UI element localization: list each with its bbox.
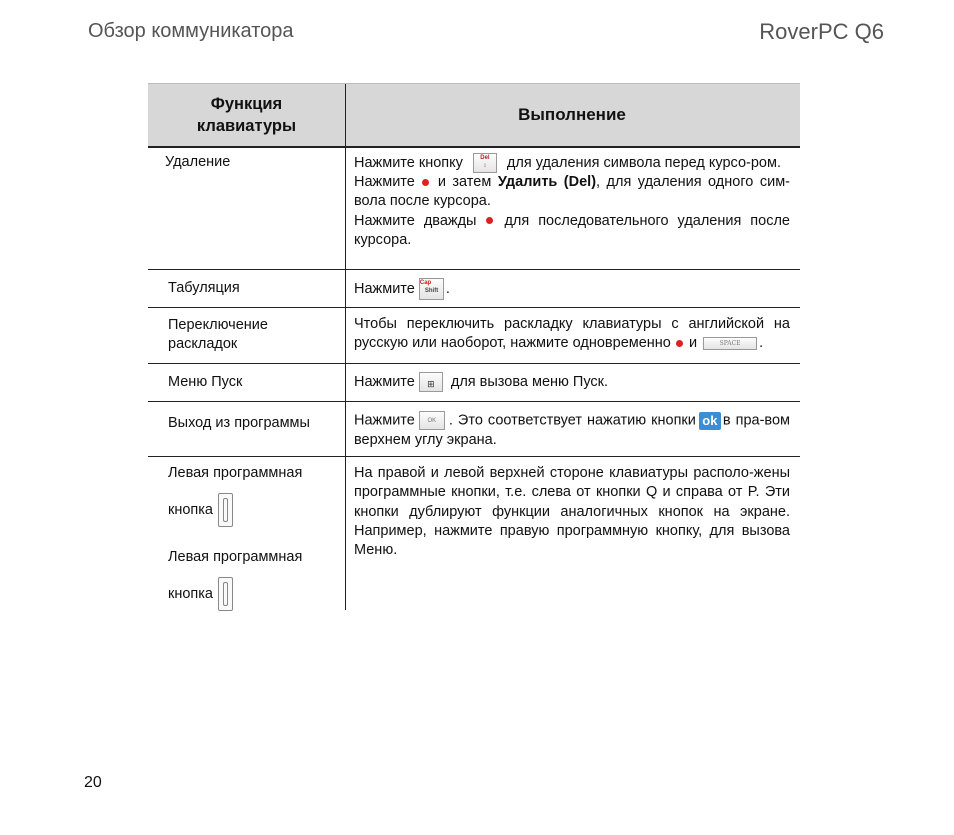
- row-function: Табуляция: [148, 270, 346, 307]
- header-function: Функция клавиатуры: [148, 84, 346, 146]
- red-dot-icon: [486, 217, 493, 224]
- cap-shift-key-icon: Cap Shift: [419, 278, 444, 300]
- table-row: [148, 308, 800, 364]
- keyboard-functions-table: [148, 83, 800, 610]
- table-row: [148, 457, 800, 610]
- table-row: [148, 148, 800, 270]
- header-execution: Выполнение: [518, 105, 626, 125]
- table-row: [148, 270, 800, 308]
- ok-key-icon: OK: [419, 411, 445, 430]
- table-row: [148, 402, 800, 457]
- table-row: [148, 364, 800, 402]
- row-execution: Чтобы переключить раскладку клавиатуры с английской на русскую или наоборот, нажмите одновременно и SPACE .: [354, 316, 790, 352]
- row-execution: На правой и левой верхней стороне клавиатуры располо-жены программные кнопки, т.е. слева от кнопки Q и справа от P. Эти кнопки дублируют функции аналогичных кнопок на экране. Например, нажмите правую программную кнопку, для вызова Меню.: [354, 465, 790, 559]
- row-execution: Нажмите OK . Это соответствует нажатию кнопки ok в пра-вом верхнем углу экрана.: [354, 412, 790, 448]
- ok-button-icon: ok: [699, 412, 721, 430]
- row-function: Меню Пуск: [148, 364, 346, 401]
- del-key-icon: Del ↕: [473, 153, 497, 173]
- row-execution: Нажмите кнопку Del ↕ для удаления символа перед курсо-ром. Нажмите и затем Удалить (Del), для удаления одного сим-вола после курсора. Нажмите дважды для последовательного удаления после курсора.: [354, 154, 790, 249]
- row-function: Переключение раскладок: [148, 308, 346, 363]
- row-function: Удаление: [148, 148, 346, 269]
- row-function: Выход из программы: [148, 402, 346, 456]
- device-name: RoverPC Q6: [759, 19, 884, 44]
- windows-key-icon: ⊞: [419, 372, 443, 392]
- table-header-row: [148, 83, 800, 148]
- left-soft-key-icon: [218, 493, 233, 527]
- red-dot-icon: [422, 179, 429, 186]
- space-key-icon: SPACE: [703, 337, 757, 350]
- page-number: 20: [84, 774, 102, 791]
- row-execution: Нажмите Cap Shift .: [346, 270, 800, 307]
- row-execution: Нажмите ⊞ для вызова меню Пуск.: [346, 364, 800, 401]
- row-function: Левая программная кнопка Левая программная кнопка: [148, 457, 346, 610]
- red-dot-icon: [676, 340, 683, 347]
- chapter-title: Обзор коммуникатора: [88, 20, 294, 42]
- soft-key-icon: [218, 577, 233, 611]
